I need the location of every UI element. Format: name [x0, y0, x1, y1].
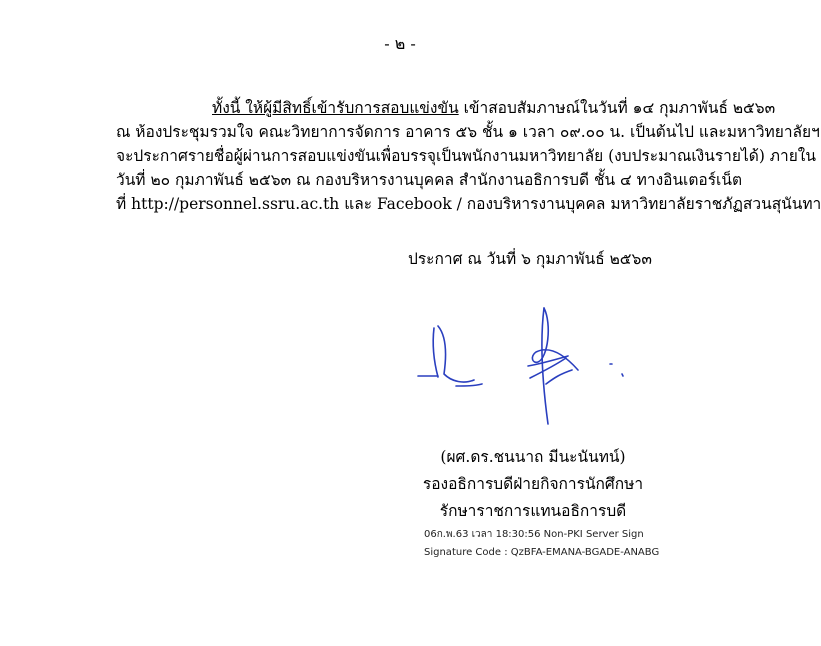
page-number: - ๒ - — [384, 34, 416, 53]
signature-meta — [424, 526, 659, 562]
underlined-phrase: ทั้งนี้ ให้ผู้มีสิทธิ์เข้ารับการสอบแข่งขัน — [212, 99, 459, 117]
signature-icon — [408, 300, 638, 435]
body-line-3: จะประกาศรายชื่อผู้ผ่านการสอบแข่งขันเพื่อบรรจุเป็นพนักงานมหาวิทยาลัย (งบประมาณเงินรายได้) ภายใน — [116, 147, 816, 165]
body-line-4: วันที่ ๒๐ กุมภาพันธ์ ๒๕๖๓ ณ กองบริหารงานบุคคล สำนักงานอธิการบดี ชั้น ๔ ทางอินเตอร์เน็ต — [116, 171, 743, 189]
signer-block — [408, 444, 658, 525]
sign-timestamp: 06ก.พ.63 เวลา 18:30:56 Non-PKI Server Sign — [424, 529, 644, 540]
signer-name: (ผศ.ดร.ชนนาถ มีนะนันทน์) — [440, 448, 626, 466]
body-line-1 — [116, 96, 776, 120]
announcement-date: ประกาศ ณ วันที่ ๖ กุมภาพันธ์ ๒๕๖๓ — [408, 250, 652, 268]
body-line-5: ที่ http://personnel.ssru.ac.th และ Facebook / กองบริหารงานบุคคล มหาวิทยาลัยราชภัฏสวนสุนันทา — [116, 195, 821, 213]
body-line-2: ณ ห้องประชุมรวมใจ คณะวิทยาการจัดการ อาคาร ๕๖ ชั้น ๑ เวลา ๐๙.๐๐ น. เป็นต้นไป และมหาวิทยาลัยฯ — [116, 123, 820, 141]
signer-position: รองอธิการบดีฝ่ายกิจการนักศึกษา — [422, 475, 644, 493]
body-paragraph — [116, 96, 821, 216]
signer-acting-position: รักษาราชการแทนอธิการบดี — [439, 502, 627, 520]
handwritten-signature — [408, 300, 638, 435]
signature-code: Signature Code : QzBFA-EMANA-BGADE-ANABG — [424, 547, 660, 558]
body-line-1-rest: เข้าสอบสัมภาษณ์ในวันที่ ๑๔ กุมภาพันธ์ ๒๕๖๓ — [458, 99, 776, 117]
